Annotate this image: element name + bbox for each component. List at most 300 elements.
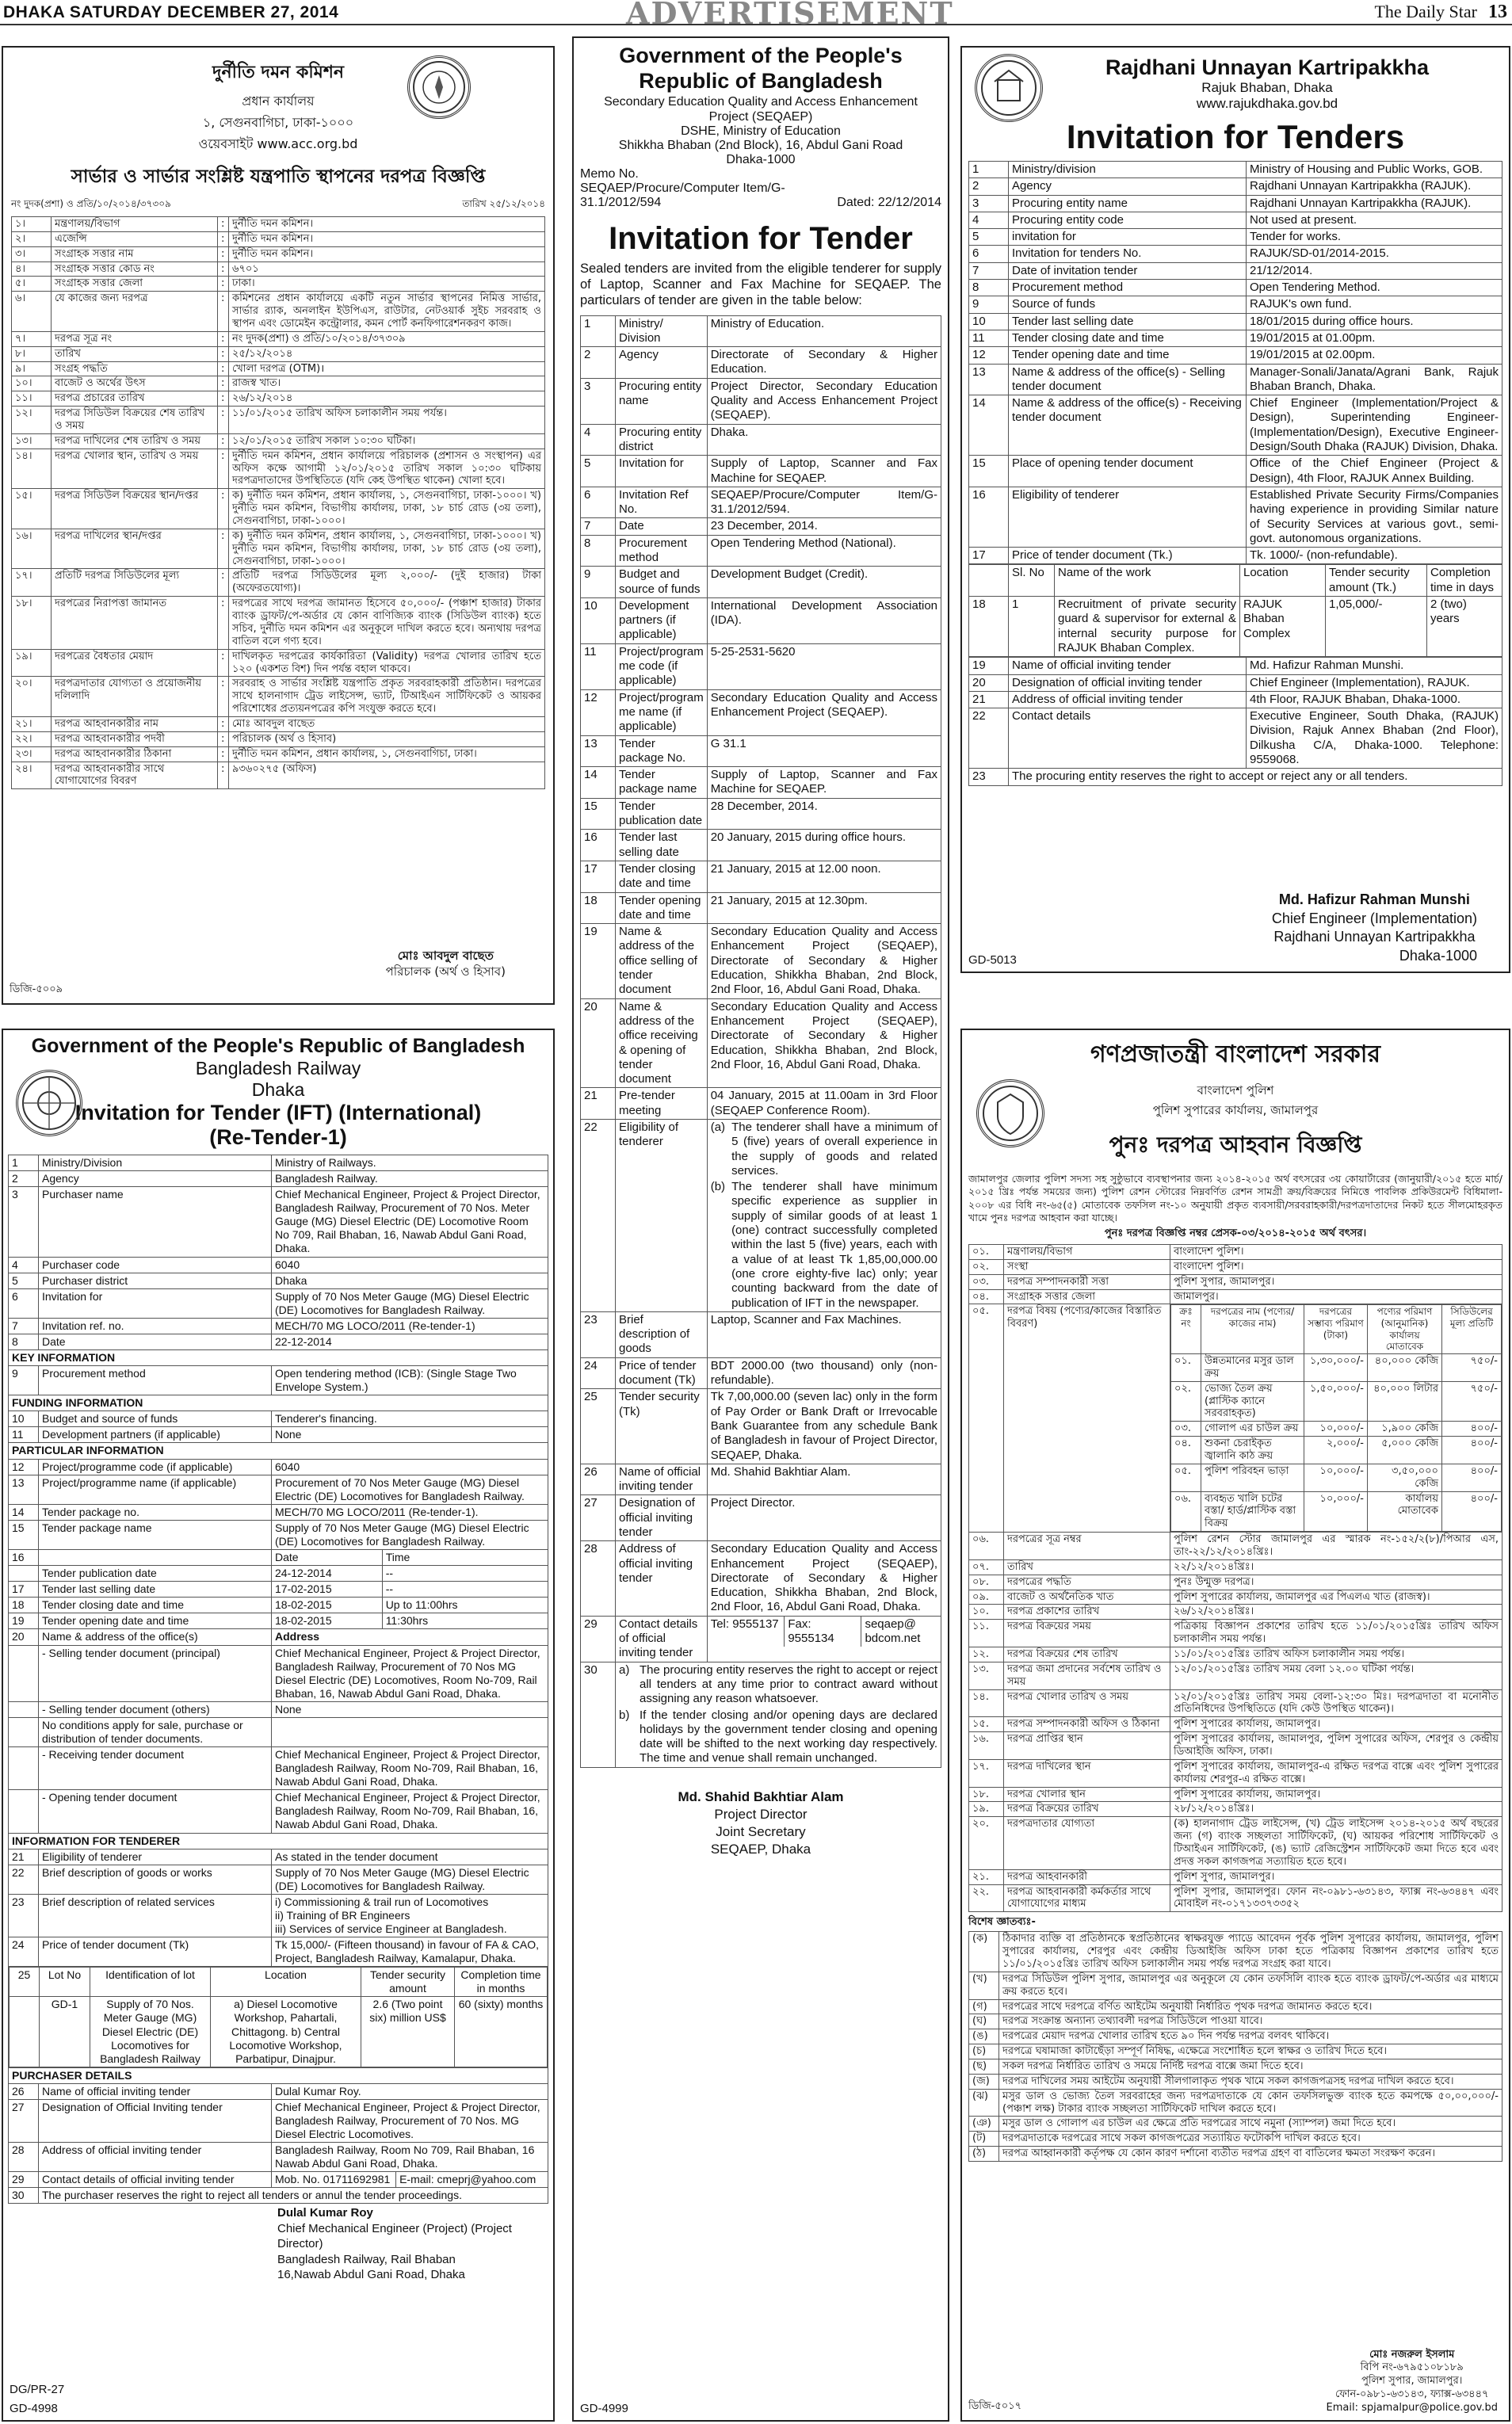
th: Location	[1240, 565, 1326, 597]
td: Name of official inviting tender	[616, 1464, 708, 1495]
section-title: ADVERTISEMENT	[626, 0, 954, 31]
td: মন্ত্রণালয়/বিভাগ	[52, 217, 218, 232]
td	[616, 1662, 941, 1767]
seqaep-addr1: Shikkha Bhaban (2nd Block), 16, Abdul Gani Road	[618, 139, 903, 153]
td: 16	[969, 487, 1009, 547]
td: Project/programme code (if applicable)	[39, 1459, 272, 1475]
td: পুলিশ সুপারের কার্যালয়, জামালপুর এর পিএলএ খাত (রাজস্ব)।	[1170, 1590, 1502, 1605]
td: ৪০০/-	[1442, 1437, 1502, 1464]
acc-title: দুর্নীতি দমন কমিশন	[212, 63, 345, 82]
section-heading: PURCHASER DETAILS	[9, 2067, 548, 2083]
td: As stated in the tender document	[272, 1849, 548, 1865]
railway-title: Invitation for Tender (IFT) (International)	[74, 1101, 482, 1124]
table-row	[708, 1617, 941, 1647]
acc-signer: মোঃ আবদুল বাছেত	[397, 949, 494, 963]
td: ১৫.	[969, 1717, 1004, 1732]
td: Manager-Sonali/Janata/Agrani Bank, Rajuk Bhaban Branch, Dhaka.	[1247, 364, 1502, 395]
td: 24	[581, 1357, 616, 1389]
td: দুর্নীতি দমন কমিশন।	[229, 231, 545, 246]
td: Tender opening date and time	[616, 892, 708, 924]
table-row	[969, 195, 1502, 212]
acc-headline: সার্ভার ও সার্ভার সংশ্লিষ্ট যন্ত্রপাতি স্থাপনের দরপত্র বিজ্ঞপ্তি	[71, 166, 486, 187]
td: 18/01/2015 during office hours.	[1247, 313, 1502, 330]
td: দুর্নীতি দমন কমিশন, প্রধান কার্যালয়, ১, সেগুনবাগিচা, ঢাকা।	[229, 746, 545, 762]
police-signature	[1327, 2349, 1499, 2415]
table-row	[969, 2089, 1502, 2117]
acc-website: ওয়েবসাইট www.acc.org.bd	[198, 136, 358, 151]
td: (গ)	[969, 1999, 999, 2014]
td	[707, 1616, 941, 1662]
section-heading: PARTICULAR INFORMATION	[9, 1443, 548, 1459]
td: Supply of Laptop, Scanner and Fax Machine for SEQAEP.	[707, 767, 941, 799]
td: ১০।	[12, 376, 52, 391]
td: দরপত্র খোলার স্থান, তারিখ ও সময়	[52, 449, 218, 489]
td: যে কাজের জন্য দরপত্র	[52, 292, 218, 332]
page-header	[0, 0, 1512, 31]
table-row	[969, 1817, 1502, 1869]
td: Dhaka.	[707, 424, 941, 456]
section-row	[9, 1443, 548, 1459]
table-row	[12, 716, 545, 731]
td: 29	[581, 1616, 616, 1662]
td: Directorate of Secondary & Higher Education.	[707, 347, 941, 379]
td: 14	[9, 1504, 39, 1520]
td: ১১।	[12, 391, 52, 407]
td: b)	[619, 1708, 630, 1722]
td: 18	[969, 597, 1009, 657]
td: Name of official inviting tender	[1009, 658, 1247, 674]
police-ad	[960, 1029, 1510, 2422]
td: 4th Floor, RAJUK Bhaban, Dhaka-1000.	[1247, 691, 1502, 708]
td: 15	[9, 1520, 39, 1549]
td: 5	[969, 229, 1009, 246]
table-row	[272, 1566, 548, 1581]
td: দরপত্র বিক্রয়ের তারিখ	[1004, 1802, 1170, 1817]
section-row	[9, 1833, 548, 1849]
td: - Selling tender document (principal)	[39, 1645, 272, 1701]
td	[272, 1550, 548, 1566]
td: RAJUK's own fund.	[1247, 296, 1502, 313]
td: দরপত্র আহবানকারীর নাম	[52, 716, 218, 731]
td: Date	[275, 1551, 299, 1564]
td: Chief Mechanical Engineer, Project & Project Director, Bangladesh Railway, Procurement of 70 Nos. Meter Gauge (MG) Diesel Electric (DE) Locomotive Room No 709, Rail Bhaban, 16, Nawab Abdul Gani Road, Dhaka.	[272, 1187, 548, 1257]
td: 11	[9, 1427, 39, 1443]
td: ২৩।	[12, 746, 52, 762]
table-row	[969, 691, 1502, 708]
table-row	[969, 1972, 1502, 1999]
td: Fax: 9555134	[785, 1617, 861, 1647]
sub-table	[708, 1120, 941, 1311]
td: দরপত্র জমা প্রদানের সর্বশেষ তারিখ ও সময়	[1004, 1662, 1170, 1689]
table-row	[581, 1119, 941, 1311]
rajuk-s1: Chief Engineer (Implementation)	[1271, 910, 1477, 926]
td: Tel: 9555137	[710, 1617, 779, 1631]
td: ১৭.	[969, 1759, 1004, 1787]
td: Secondary Education Quality and Access Enhancement Project (SEQAEP).	[707, 689, 941, 735]
td: ১০,০০০/-	[1304, 1491, 1368, 1532]
td: ৩,৫০,০০০ কেজি	[1368, 1464, 1442, 1491]
td: Address of official inviting tender	[39, 2143, 272, 2172]
table-row	[581, 1541, 941, 1616]
table-row	[581, 1357, 941, 1389]
td: (a)	[710, 1120, 726, 1134]
td: সংস্থা	[1004, 1259, 1170, 1274]
td: দরপত্র প্রাপ্তির স্থান	[1004, 1732, 1170, 1760]
police-gov: গণপ্রজাতন্ত্রী বাংলাদেশ সরকার	[1090, 1040, 1380, 1068]
seqaep-signature	[580, 1788, 941, 1858]
td: দরপত্রের সম্ভাব্য পরিমাণ (টাকা)	[1304, 1305, 1368, 1354]
td: 26	[581, 1464, 616, 1495]
td: :	[218, 261, 229, 277]
td: পত্রিকায় বিজ্ঞাপন প্রকাশের তারিখ হতে ১১/০১/২০১৫খ্রিঃ তারিখ অফিস চলাকালীন সময় পর্যন্ত।	[1170, 1620, 1502, 1647]
table-row	[12, 529, 545, 569]
table-row	[581, 735, 941, 767]
td: ক) দুর্নীতি দমন কমিশন, প্রধান কার্যালয়, ১, সেগুনবাগিচা, ঢাকা-১০০০। খ) দুর্নীতি দমন কমিশন, বিভাগীয় কার্যালয়, ঢাকা, ১৮ চার্চ রোড (৩য় তলা), সেগুনবাগিচা, ঢাকা-১০০০।	[229, 529, 545, 569]
td: Price of tender document (Tk)	[616, 1357, 708, 1389]
table-row	[969, 330, 1502, 346]
td: ৬।	[12, 292, 52, 332]
table-row	[581, 518, 941, 535]
td: Invitation for	[616, 456, 708, 487]
td: Completion time in months	[455, 1968, 548, 1997]
table-row	[969, 1605, 1502, 1620]
railway-ad	[2, 1029, 555, 2422]
td	[272, 1582, 548, 1598]
td: দরপত্রদাতার যোগ্যতা ও প্রয়োজনীয় দলিলাদি	[52, 677, 218, 717]
td: No conditions apply for sale, purchase or distribution of tender documents.	[39, 1717, 272, 1746]
td: a)	[619, 1662, 630, 1677]
td	[9, 1701, 39, 1717]
table-row	[616, 1662, 941, 1708]
td: Tender package name	[616, 767, 708, 799]
td: - Opening tender document	[39, 1790, 272, 1833]
td: 17	[969, 548, 1009, 564]
td: Supply of 70 Nos Meter Gauge (MG) Diesel Electric (DE) Locomotives for Bangladesh Railway.	[272, 1865, 548, 1894]
sub-table	[272, 1598, 548, 1613]
table-row	[9, 1520, 548, 1549]
td: ক্রঃ নং	[1171, 1305, 1201, 1354]
td: 17	[581, 861, 616, 892]
td: Procurement method	[39, 1366, 272, 1395]
td: Tender last selling date	[1009, 313, 1247, 330]
td: Secondary Education Quality and Access Enhancement Project (SEQAEP), Directorate of Secondary & Higher Education, Shikkha Bhaban, 2nd Block, 2nd Floor, 16, Abdul Gani Road, Dhaka.	[707, 1541, 941, 1616]
td: দরপত্রের নিরাপত্তা জামানত	[52, 597, 218, 649]
td: দরপত্রের সাথে দরপত্র জামানত হিসেবে ৫০,০০০/- (পঞ্চাশ হাজার) টাকার ব্যাংক ড্রাফট/পে-অর্ডার যে কোন বাণিজ্যিক ব্যাংক (সিডিউল ব্যাংক) হতে সচিব, দুর্নীতি দমন কমিশন এর অনুকূলে দাখিল করতে হবে। অন্যথায় দরপত্র বাতিল বলে গণ্য হবে।	[229, 597, 545, 649]
table-row	[969, 769, 1502, 785]
police-s3: ফোন-০৯৮১-৬৩১৪৩, ফ্যাক্স-৬৩৪৪৭	[1335, 2388, 1489, 2401]
seqaep-dept: DSHE, Ministry of Education	[681, 124, 841, 139]
table-row	[12, 246, 545, 261]
td: 27	[9, 2099, 39, 2142]
td: - Receiving tender document	[39, 1747, 272, 1790]
acc-emblem-icon	[407, 55, 471, 119]
td: The procuring entity reserves the right to accept or reject all tenders at any time prior to contract award without assigning any reason whatsoever.	[640, 1662, 938, 1706]
td: Designation of official inviting tender	[616, 1495, 708, 1541]
td: 1	[969, 162, 1009, 178]
table-row	[969, 2044, 1502, 2059]
table-row	[9, 1411, 548, 1427]
td: Time	[382, 1550, 548, 1565]
table-row	[969, 1559, 1502, 1575]
th: Tender security amount (Tk.)	[1326, 565, 1427, 597]
td: Project Director, Secondary Education Quality and Access Enhancement Project (SEQAEP).	[707, 378, 941, 424]
td: :	[218, 762, 229, 789]
td: 19	[969, 658, 1009, 674]
table-row	[9, 2172, 548, 2188]
table-row	[9, 1865, 548, 1894]
table-row	[1171, 1305, 1502, 1354]
railway-ref1: DG/PR-27	[10, 2383, 65, 2396]
td: ২০.	[969, 1817, 1004, 1869]
table-row	[969, 1884, 1502, 1912]
td: সংগ্রাহক সত্তার কোড নং	[52, 261, 218, 277]
acc-table	[11, 216, 545, 789]
td: :	[218, 246, 229, 261]
td: ০২.	[1171, 1381, 1201, 1422]
td: ৪০০/-	[1442, 1491, 1502, 1532]
rajuk-web: www.rajukdhaka.gov.bd	[1196, 96, 1338, 111]
td: ১০,০০০/-	[1304, 1422, 1368, 1437]
table-row	[969, 674, 1502, 691]
police-title: পুনঃ দরপত্র আহবান বিজ্ঞপ্তি	[1109, 1132, 1362, 1158]
td: Procuring entity name	[616, 378, 708, 424]
td: Chief Mechanical Engineer, Project & Project Director, Bangladesh Railway, Room No-709, Rail Bhaban, 16, Nawab Abdul Gani Road, Dhaka.	[272, 1747, 548, 1790]
td: 18	[581, 892, 616, 924]
table-row	[969, 212, 1502, 228]
td: দরপত্র বিক্রয়ের সময়	[1004, 1620, 1170, 1647]
rajuk-bhaban: Rajuk Bhaban, Dhaka	[1201, 80, 1333, 95]
td: Date	[39, 1334, 272, 1349]
td: মসুর ডাল ও গোলাপ এর চাউল এর ক্ষেত্রে প্রতি দরপত্রের সাথে নমুনা (স্যাম্পল) জমা দিতে হবে।	[999, 2117, 1502, 2132]
table-row	[969, 280, 1502, 296]
td: Purchaser name	[39, 1187, 272, 1257]
table-row	[12, 597, 545, 649]
td: 26	[9, 2083, 39, 2099]
td: ১৯.	[969, 1802, 1004, 1817]
table-row	[10, 1968, 548, 1997]
td: Not used at present.	[1247, 212, 1502, 228]
rajuk-name: Rajdhani Unnayan Kartripakkha	[1105, 55, 1430, 79]
table-row	[969, 1932, 1502, 1972]
td: The tenderer shall have minimum specific experience as supplier in supply of similar goods of at least 1 (one) contract successfully completed within the last 5 (five) years, each with a value of at least Tk 1,85,00,000.00 (one crore eighty-five lac) only; year counting backward from the date of publication of IFT in the newspaper.	[731, 1180, 937, 1310]
td: Ministry/Division	[39, 1155, 272, 1171]
police-dept: বাংলাদেশ পুলিশ	[1197, 1083, 1274, 1097]
table-row	[9, 1288, 548, 1318]
td: Procuring entity district	[616, 424, 708, 456]
td: Tender package no.	[39, 1504, 272, 1520]
police-office: পুলিশ সুপারের কার্যালয়, জামালপুর	[1152, 1103, 1319, 1117]
td: (চ)	[969, 2044, 999, 2059]
td: Address of official inviting tender	[1009, 691, 1247, 708]
police-email: Email: spjamalpur@police.gov.bd	[1326, 2402, 1498, 2414]
td: জামালপুর।	[1170, 1289, 1502, 1304]
td: দরপত্র আহবানকারীর ঠিকানা	[52, 746, 218, 762]
td: দরপত্র দাখিলের স্থান/দপ্তর	[52, 529, 218, 569]
td: ১৮।	[12, 597, 52, 649]
td: সংগ্রাহক সত্তার জেলা	[1004, 1289, 1170, 1304]
table-row	[581, 798, 941, 830]
td: G 31.1	[707, 735, 941, 767]
railway-emblem-icon	[16, 1070, 82, 1136]
table-row	[969, 1259, 1502, 1274]
td: 6040	[272, 1459, 548, 1475]
table-row	[9, 1629, 548, 1645]
td: বাংলাদেশ পুলিশ।	[1170, 1245, 1502, 1260]
td: Ministry/division	[1009, 162, 1247, 178]
td: Designation of official inviting tender	[1009, 674, 1247, 691]
section-row	[9, 2067, 548, 2083]
table-row	[12, 569, 545, 597]
td: ০৮.	[969, 1575, 1004, 1590]
table-row	[969, 708, 1502, 769]
acc-office: প্রধান কার্যালয়	[242, 94, 315, 109]
td: Eligibility of tenderer	[616, 1119, 708, 1311]
service-item: iii) Services of service Engineer at Bangladesh.	[275, 1922, 507, 1935]
td: ০৬.	[969, 1533, 1004, 1560]
td: 7	[9, 1318, 39, 1334]
td: Procurement method	[1009, 280, 1247, 296]
td: 22	[9, 1865, 39, 1894]
seqaep-s3: SEQAEP, Dhaka	[710, 1842, 811, 1857]
td: Development Budget (Credit).	[707, 567, 941, 598]
td: দরপত্র আহবানকারীর সাথে যোগাযোগের বিবরণ	[52, 762, 218, 789]
td: Date	[616, 518, 708, 535]
td: দরপত্র সম্পাদনকারী সত্তা	[1004, 1274, 1170, 1289]
td: Eligibility of tenderer	[1009, 487, 1247, 547]
td: Brief description of related services	[39, 1894, 272, 1937]
railway-org: Bangladesh Railway	[195, 1058, 361, 1078]
td: Identification of lot	[90, 1968, 211, 1997]
td: BDT 2000.00 (two thousand) only (non-refundable).	[707, 1357, 941, 1389]
td: 8	[969, 280, 1009, 296]
td: 3	[969, 195, 1009, 212]
td: Ministry of Railways.	[272, 1155, 548, 1171]
td: ৭৫০/-	[1442, 1353, 1502, 1381]
td: 2	[9, 1171, 39, 1187]
td: Open tendering method (ICB): (Single Stage Two Envelope System.)	[272, 1366, 548, 1395]
td: 04 January, 2015 at 11.00am in 3rd Floor (SEQAEP Conference Room).	[707, 1088, 941, 1120]
td: ৮।	[12, 346, 52, 361]
td: দরপত্রের পদ্ধতি	[1004, 1575, 1170, 1590]
td: 11	[969, 330, 1009, 346]
td: MECH/70 MG LOCO/2011 (Re-tender-1).	[272, 1504, 548, 1520]
table-row	[969, 1869, 1502, 1884]
td: ৭৫০/-	[1442, 1381, 1502, 1422]
td: দরপত্র বিক্রয়ের শেষ তারিখ	[1004, 1647, 1170, 1662]
table-row	[12, 449, 545, 489]
table-row	[969, 1802, 1502, 1817]
td: - Selling tender document (others)	[39, 1701, 272, 1717]
td: ১২/০১/২০১৫খ্রিঃ তারিখ সময় বেলা ১২.০০ ঘটিকা পর্যন্ত।	[1170, 1662, 1502, 1689]
td: 14	[581, 767, 616, 799]
table-row	[9, 1894, 548, 1937]
td: বাজেট ও অর্থের উৎস	[52, 376, 218, 391]
td: 16	[581, 830, 616, 861]
td: ২১।	[12, 716, 52, 731]
td: :	[218, 746, 229, 762]
td: নং দুদক(প্রশা) ও প্রতি/১০/২০১৪/৩৭৩০৯	[229, 331, 545, 346]
td: Up to 11:00hrs	[382, 1598, 548, 1613]
td: Budget and source of funds	[616, 567, 708, 598]
table-row	[969, 1662, 1502, 1689]
td: ১০,০০০/-	[1304, 1464, 1368, 1491]
td: 20 January, 2015 during office hours.	[707, 830, 941, 861]
table-row	[12, 731, 545, 746]
td: Project/programme name (if applicable)	[39, 1475, 272, 1504]
td: The purchaser reserves the right to reject all tenders or annul the tender proceedings.	[39, 2188, 548, 2204]
td	[9, 1790, 39, 1833]
td: পুনঃ উন্মুক্ত দরপত্র।	[1170, 1575, 1502, 1590]
paper-name: The Daily Star	[1374, 2, 1477, 21]
sub-table	[272, 2172, 548, 2187]
td: ১৮.	[969, 1787, 1004, 1802]
table-row	[708, 1120, 941, 1179]
td: সংগ্রাহক সত্তার নাম	[52, 246, 218, 261]
table-row	[9, 1187, 548, 1257]
table-row	[9, 2188, 548, 2204]
td: Tender closing date and time	[616, 861, 708, 892]
td: (খ)	[969, 1972, 999, 1999]
seqaep-table	[580, 315, 941, 1768]
td: Chief Mechanical Engineer, Project & Project Director, Bangladesh Railway, Room No-709, Rail Bhaban, 16, Nawab Abdul Gani Road, Dhaka.	[272, 1790, 548, 1833]
td: দুর্নীতি দমন কমিশন।	[229, 246, 545, 261]
table-row	[1171, 1437, 1502, 1464]
td	[9, 1566, 39, 1582]
page-number: 13	[1488, 2, 1507, 22]
td: Supply of Laptop, Scanner and Fax Machine for SEQAEP.	[707, 456, 941, 487]
td	[1170, 1304, 1502, 1533]
td: 20	[9, 1629, 39, 1645]
table-row	[12, 346, 545, 361]
td: 20	[581, 998, 616, 1088]
police-notes-title: বিশেষ জ্ঞাতব্যঃ-	[968, 1916, 1036, 1929]
td: দরপত্র প্রকাশের তারিখ	[1004, 1605, 1170, 1620]
td: Budget and source of funds	[39, 1411, 272, 1427]
table-row	[969, 1732, 1502, 1760]
td: ২২/১২/২০১৪খ্রিঃ।	[1170, 1559, 1502, 1575]
td: 14	[969, 395, 1009, 456]
td: RAJUK/SD-01/2014-2015.	[1247, 246, 1502, 262]
td: 23 December, 2014.	[707, 518, 941, 535]
td: 25	[581, 1389, 616, 1464]
td: 60 (sixty) months	[455, 1997, 548, 2067]
td: উন্নতমানের মসুর ডাল ক্রয়	[1201, 1353, 1304, 1381]
masthead	[1374, 2, 1507, 23]
rajuk-signature	[1272, 891, 1477, 965]
table-row	[9, 1318, 548, 1334]
acc-date: তারিখ ২৫/১২/২০১৪	[462, 198, 545, 209]
table-row	[9, 1645, 548, 1701]
td: ১১/০১/২০১৫খ্রিঃ তারিখ অফিস চলাকালীন সময় পর্যন্ত।	[1170, 1647, 1502, 1662]
td: দরপত্রের নাম (পণ্যের/কাজের নাম)	[1201, 1305, 1304, 1354]
table-row	[581, 998, 941, 1088]
td: Development partners (if applicable)	[39, 1427, 272, 1443]
td: ০৫.	[1171, 1464, 1201, 1491]
td: ২৮/১২/২০১৪খ্রিঃ।	[1170, 1802, 1502, 1817]
td: (ট)	[969, 2132, 999, 2147]
td: Tender for works.	[1247, 229, 1502, 246]
police-emblem-icon	[976, 1079, 1044, 1147]
td: Agency	[1009, 178, 1247, 195]
th: Name of the work	[1055, 565, 1240, 597]
td: :	[218, 569, 229, 597]
sub-table	[272, 1566, 548, 1581]
td: (ছ)	[969, 2059, 999, 2075]
table-row	[969, 2029, 1502, 2044]
td: Chief Engineer (Implementation/Project & Design), Superintending Engineer- (Implementation/Design), Executive Engineer-Design/South Dhaka (RAJUK) Division, Dhaka.	[1247, 395, 1502, 456]
table-row	[9, 1171, 548, 1187]
table-row	[9, 2099, 548, 2142]
